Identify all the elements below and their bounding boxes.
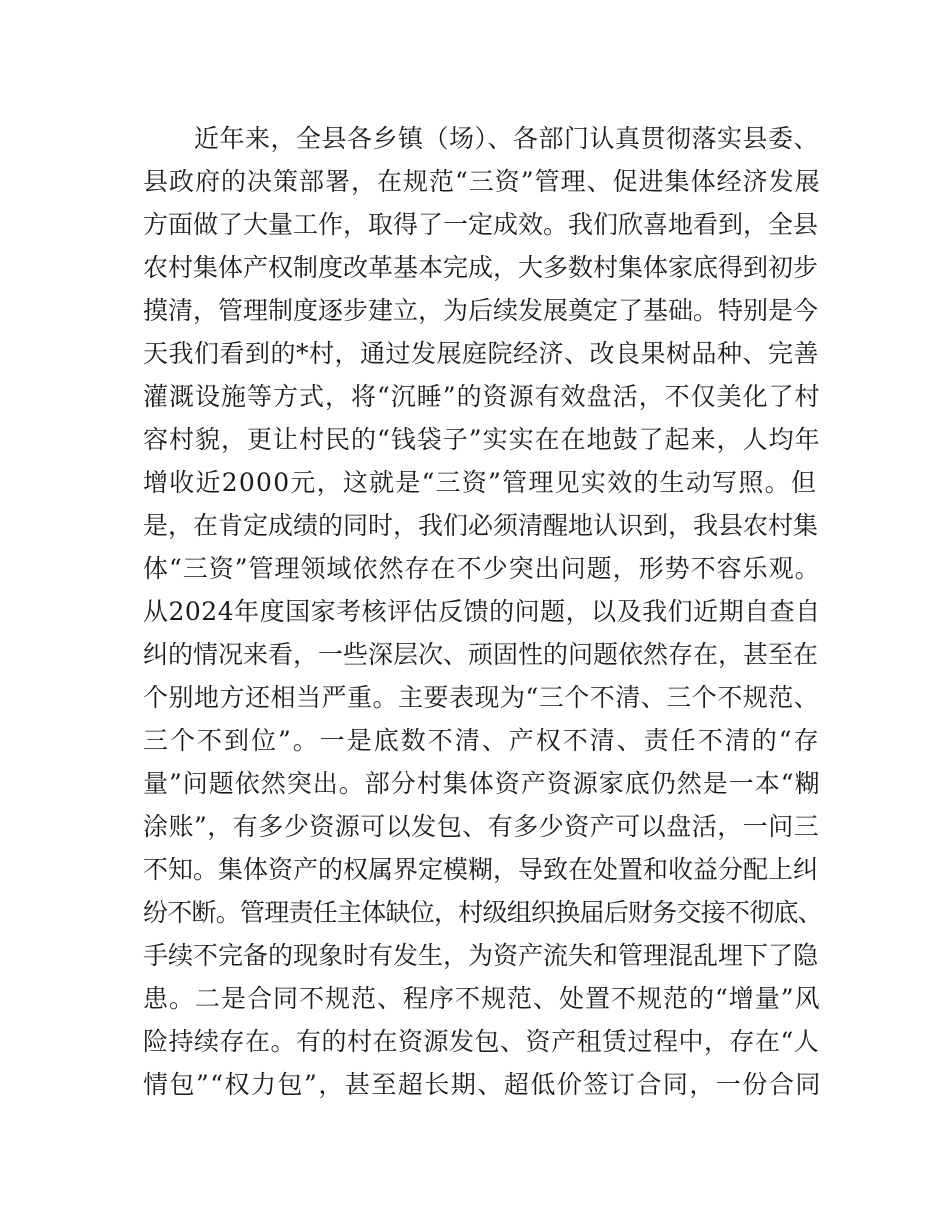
- text-line: 量”问题依然突出。部分村集体资产资源家底仍然是一本“糊: [143, 769, 821, 798]
- body-paragraph: [143, 117, 823, 1106]
- text-line: 方面做了大量工作，取得了一定成效。我们欣喜地看到，全县: [143, 210, 819, 239]
- text-line: 增收近2000元，这就是“三资”管理见实效的生动写照。但: [143, 468, 818, 497]
- text-line: 是，在肯定成绩的同时，我们必须清醒地认识到，我县农村集: [143, 511, 819, 540]
- text-line: 体“三资”管理领域依然存在不少突出问题，形势不容乐观。: [143, 554, 821, 583]
- text-line: 容村貌，更让村民的“钱袋子”实实在在地鼓了起来，人均年: [143, 425, 821, 454]
- text-line: 纠的情况来看，一些深层次、顽固性的问题依然存在，甚至在: [143, 640, 819, 669]
- text-line: 天我们看到的*村，通过发展庭院经济、改良果树品种、完善: [143, 339, 820, 368]
- text-line: 险持续存在。有的村在资源发包、资产租赁过程中，存在“人: [143, 1027, 820, 1056]
- text-line: 三个不到位”。一是底数不清、产权不清、责任不清的“存: [143, 726, 821, 755]
- text-line: 涂账”，有多少资源可以发包、有多少资产可以盘活，一问三: [143, 812, 820, 841]
- text-line: 个别地方还相当严重。主要表现为“三个不清、三个不规范、: [143, 683, 820, 712]
- text-line: 患。二是合同不规范、程序不规范、处置不规范的“增量”风: [143, 984, 821, 1013]
- text-line: 摸清，管理制度逐步建立，为后续发展奠定了基础。特别是今: [143, 296, 819, 325]
- text-line: 县政府的决策部署，在规范“三资”管理、促进集体经济发展: [143, 167, 821, 196]
- text-line: 情包”“权力包”，甚至超长期、超低价签订合同，一份合同: [143, 1070, 822, 1099]
- text-line: 从2024年度国家考核评估反馈的问题，以及我们近期自查自: [143, 597, 821, 626]
- text-line: 纷不断。管理责任主体缺位，村级组织换届后财务交接不彻底、: [143, 898, 823, 927]
- text-line: 手续不完备的现象时有发生，为资产流失和管理混乱埋下了隐: [143, 941, 819, 970]
- text-line: 近年来，全县各乡镇（场）、各部门认真贯彻落实县委、: [143, 124, 820, 153]
- text-line: 农村集体产权制度改革基本完成，大多数村集体家底得到初步: [143, 253, 819, 282]
- text-line: 不知。集体资产的权属界定模糊，导致在处置和收益分配上纠: [143, 855, 819, 884]
- text-line: 灌溉设施等方式，将“沉睡”的资源有效盘活，不仅美化了村: [143, 382, 821, 411]
